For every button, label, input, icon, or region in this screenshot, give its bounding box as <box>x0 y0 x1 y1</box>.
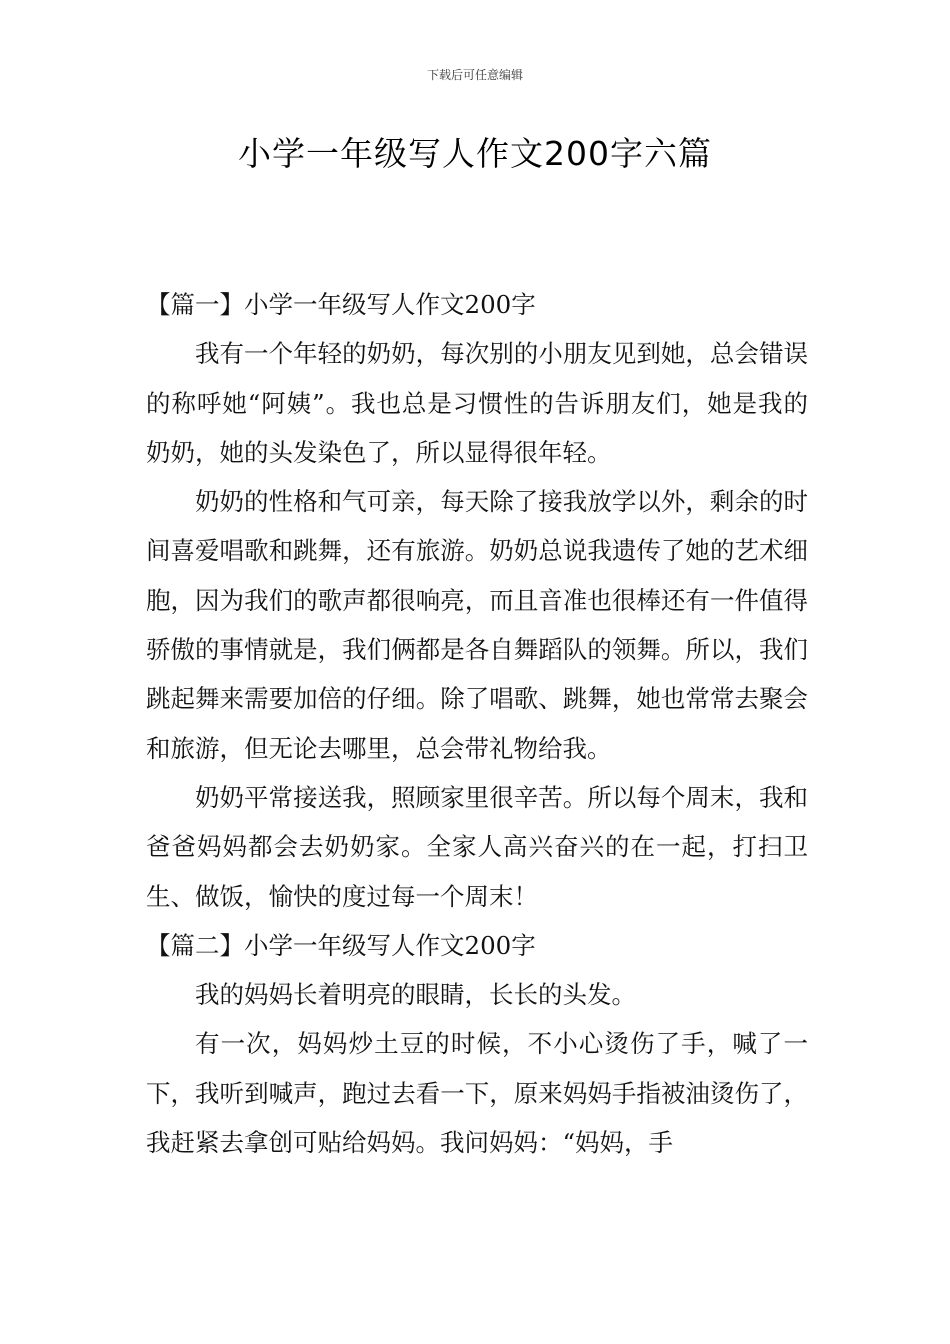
paragraph: 我的妈妈长着明亮的眼睛，长长的头发。 <box>195 980 636 1010</box>
document-title: 小学一年级写人作文200字六篇 <box>238 134 712 173</box>
paragraph: 我有一个年轻的奶奶，每次别的小朋友见到她，总会错误的称呼她“阿姨”。我也总是习惯性的告诉朋友们，她是我的奶奶，她的头发染色了，所以显得很年轻。 <box>146 339 808 467</box>
section-heading-2: 【篇二】小学一年级写人作文200字 <box>146 930 536 960</box>
header-note: 下载后可任意编辑 <box>426 68 523 82</box>
section-heading-1: 【篇一】小学一年级写人作文200字 <box>146 290 536 319</box>
paragraph: 有一次，妈妈炒土豆的时候，不小心烫伤了手，喊了一下，我听到喊声，跑过去看一下，原来妈妈手指被油烫伤了，我赶紧去拿创可贴给妈妈。我问妈妈：“妈妈，手 <box>146 1029 808 1158</box>
paragraph: 奶奶平常接送我，照顾家里很辛苦。所以每个周末，我和爸爸妈妈都会去奶奶家。全家人高兴奋兴的在一起，打扫卫生、做饭，愉快的度过每一个周末！ <box>146 782 808 911</box>
document-body <box>146 280 808 1167</box>
paragraph: 奶奶的性格和气可亲，每天除了接我放学以外，剩余的时间喜爱唱歌和跳舞，还有旅游。奶奶总说我遗传了她的艺术细胞，因为我们的歌声都很响亮，而且音准也很棒还有一件值得骄傲的事情就是，我们俩都是各自舞蹈队的领舞。所以，我们跳起舞来需要加倍的仔细。除了唱歌、跳舞，她也常常去聚会和旅游，但无论去哪里，总会带礼物给我。 <box>146 487 808 763</box>
